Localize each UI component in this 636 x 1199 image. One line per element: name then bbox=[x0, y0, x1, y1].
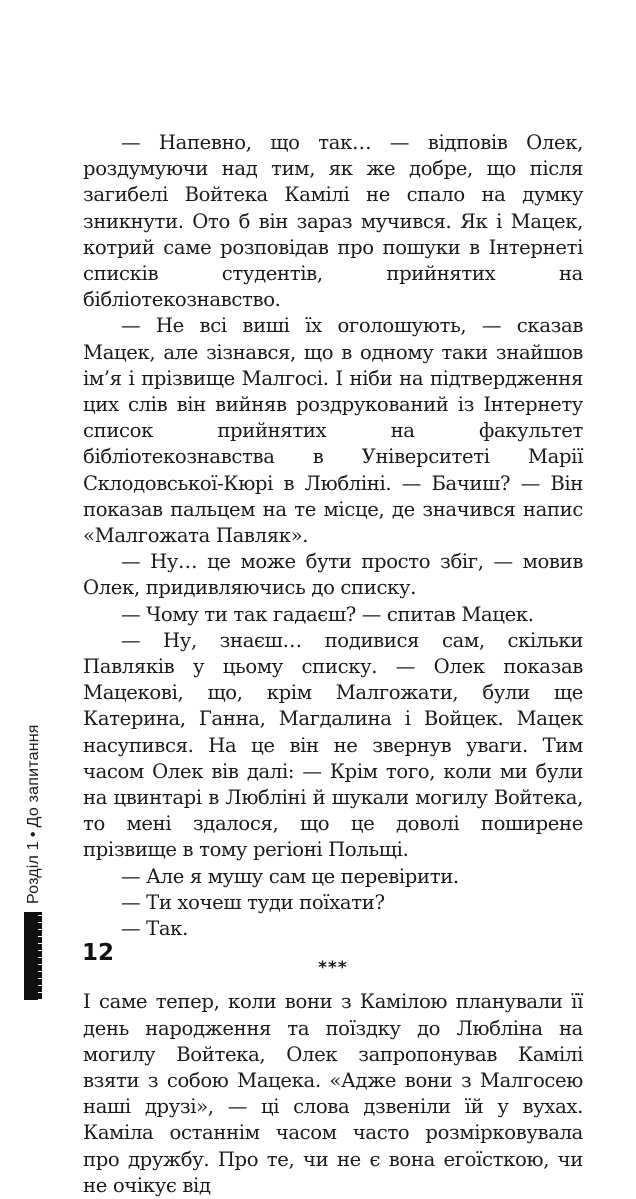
section-separator: *** bbox=[318, 958, 348, 979]
paragraph-2: — Не всі виші їх оголошують, — сказав Мацек, але зізнався, що в одному таки знайшов ім’я і прізвище Малгосі. І ніби на підтвердження цих слів він вийняв роздрукований із Інтернету список прийнятих на факультет бібліотекознавства в Університеті Марії Склодовської-Кюрі в Любліні. — Бачиш? — Він показав пальцем на те місце, де значився напис «Малгожата Павляк». bbox=[83, 314, 583, 548]
chapter-label: Розділ 1 bbox=[25, 841, 42, 904]
paragraph-9: І саме тепер, коли вони з Камілою планували її день народження та поїздку до Любліна на могилу Войтека, Олек запропонував Камілі взяти з собою Мацека. «Адже вони з Малгосею наші друзі», — ці слова дзвеніли їй у вухах. Каміла останнім часом часто розмірковувала про дружбу. Про те, чи не є вона егоїсткою, чи не очікує від bbox=[83, 990, 583, 1197]
paragraph-5: — Ну, знаєш… подивися сам, скільки Павляків у цьому списку. — Олек показав Мацекові, що, крім Малгожати, були ще Катерина, Ганна, Магдалина і Войцек. Мацек насупився. На це він не звернув уваги. Тим часом Олек вів далі: — Крім того, коли ми були на цвинтарі в Любліні й шукали могилу Войтека, то мені здалося, що це доволі поширене прізвище в тому регіоні Польщі. bbox=[83, 628, 583, 862]
page-number: 12 bbox=[82, 940, 115, 966]
paragraph-3: — Ну… це може бути просто збіг, — мовив Олек, придивляючись до списку. bbox=[83, 550, 583, 600]
paragraph-7: — Ти хочеш туди поїхати? bbox=[121, 890, 385, 914]
paragraph-6: — Але я мушу сам це перевірити. bbox=[121, 864, 459, 888]
chapter-title: До запитання bbox=[25, 724, 42, 828]
paragraph-8: — Так. bbox=[121, 917, 188, 941]
paragraph-4: — Чому ти так гадаєш? — спитав Мацек. bbox=[121, 602, 534, 626]
body-text bbox=[83, 130, 583, 1199]
bullet-icon: • bbox=[25, 831, 42, 838]
running-head bbox=[23, 724, 45, 904]
thumb-index-bar bbox=[24, 912, 42, 1000]
paragraph-1: — Напевно, що так… — відповів Олек, роздумуючи над тим, як же добре, що після загибелі Войтека Камілі не спало на думку зникнути. Ото б він зараз мучився. Як і Мацек, котрий саме розповідав про пошуки в Інтернеті списків студентів, прийнятих на бібліотекознавство. bbox=[83, 131, 583, 312]
